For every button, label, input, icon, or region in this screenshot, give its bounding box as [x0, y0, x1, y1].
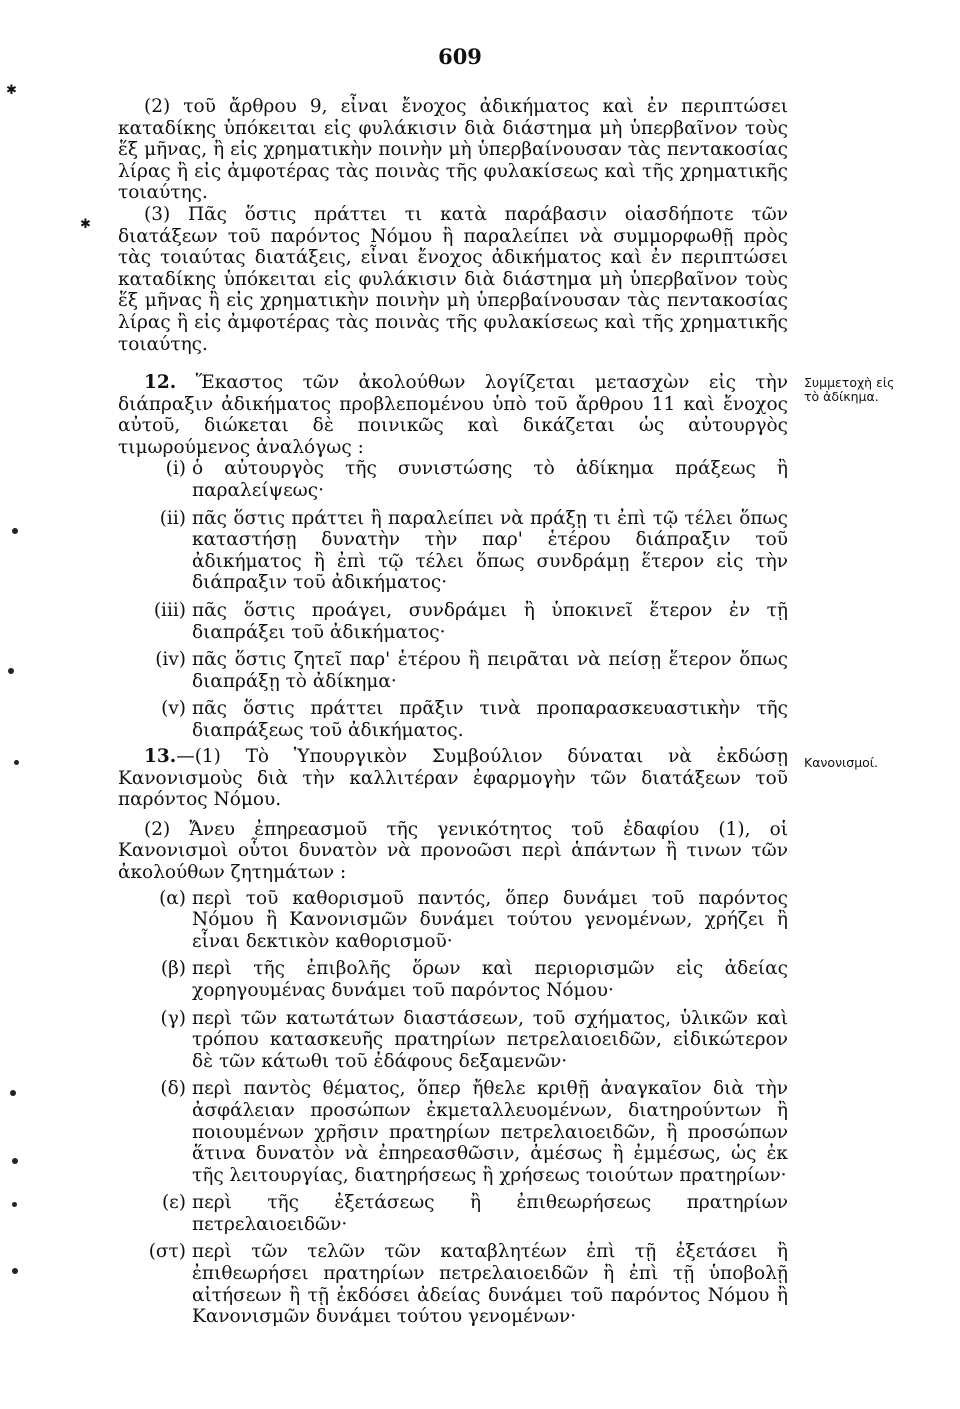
section-13 [118, 746, 788, 1328]
item-label: (γ) [160, 1007, 186, 1029]
item-text: πᾶς ὅστις πράττει ἢ παραλείπει νὰ πράξῃ τι ἐπὶ τῷ τέλει ὅπως καταστήσῃ δυνατὴν τὴν παρ' ἑτέρου διάπραξιν τοῦ ἀδικήματος ἢ ἐπὶ τῷ τέλει ὅπως συνδράμῃ ἕτερον εἰς τὴν διάπραξιν τοῦ ἀδικήματος· [192, 507, 788, 594]
item-label: (i) [165, 458, 186, 480]
section-13-paragraph-2: (2) Ἄνευ ἐπηρεασμοῦ τῆς γενικότητος τοῦ ἐδαφίου (1), οἱ Κανονισμοὶ οὗτοι δυνατὸν νὰ προνοῶσι περὶ ἁπάντων ἢ τινων τῶν ἀκολούθων ζητημάτων : [118, 818, 788, 883]
section-12-intro-text: Ἕκαστος τῶν ἀκολούθων λογίζεται μετασχὼν εἰς τὴν διάπραξιν ἀδικήματος προβλεπομένου ὑπὸ τοῦ ἄρθρου 11 καὶ ἔνοχος αὐτοῦ, διώκεται δὲ ποινικῶς καὶ δικάζεται ὡς αὐτουργὸς τιμωρούμενος ἀναλόγως : [118, 372, 788, 458]
list-item [118, 649, 788, 692]
list-item [118, 698, 788, 741]
item-text: περὶ τῶν κατωτάτων διαστάσεων, τοῦ σχήματος, ὑλικῶν καὶ τρόπου κατασκευῆς πρατηρίων πετρελαιοειδῶν, εἰδικώτερον δὲ τῶν κάτωθι τοῦ ἐδάφους δεξαμενῶν· [192, 1007, 788, 1072]
item-text: περὶ τῆς ἐπιβολῆς ὅρων καὶ περιορισμῶν εἰς ἀδείας χορηγουμένας δυνάμει τοῦ παρόντος Νόμου· [192, 958, 788, 1001]
item-label: (β) [160, 958, 186, 980]
margin-mark-icon: ✱ [6, 83, 17, 98]
section-13-number: 13. [144, 746, 177, 767]
item-label: (iv) [155, 649, 186, 671]
item-label: (iii) [153, 599, 186, 621]
section-11-continuation [118, 96, 788, 355]
list-item [118, 1008, 788, 1073]
item-label: (α) [159, 887, 186, 909]
margin-mark-icon: ✱ [80, 217, 91, 232]
page-number: 609 [438, 44, 482, 69]
section-12-intro [118, 372, 788, 458]
item-text: περὶ παντὸς θέματος, ὅπερ ἤθελε κριθῇ ἀναγκαῖον διὰ τὴν ἀσφάλειαν προσώπων ἐκμεταλλευομένων, διατηρούντων ἢ ποιουμένων χρῆσιν πρατηρίων πετρελαιοειδῶν, ἢ προσώπων ἅτινα δυνατὸν νὰ ἐπηρεασθῶσιν, ἀμέσως ἢ ἐμμέσως, ὡς ἐκ τῆς λειτουργίας, διατηρήσεως ἢ χρήσεως τοιούτων πρατηρίων· [192, 1078, 788, 1186]
section-13-p1-text: —(1) Τὸ Ὑπουργικὸν Συμβούλιον δύναται νὰ ἐκδώσῃ Κανονισμοὺς διὰ τὴν καλλιτέραν ἐφαρμογὴν τῶν διατάξεων τοῦ παρόντος Νόμου. [118, 746, 788, 811]
section-12 [118, 372, 788, 742]
list-item [118, 508, 788, 594]
item-label: (ii) [159, 507, 186, 529]
margin-dot-icon [10, 1090, 16, 1096]
item-text: περὶ τῶν τελῶν τῶν καταβλητέων ἐπὶ τῇ ἐξετάσει ἢ ἐπιθεωρήσει πρατηρίων πετρελαιοειδῶν ἢ ἐπὶ τῇ ὑποβολῇ αἰτήσεων ἢ τῇ ἐκδόσει ἀδείας δυνάμει τοῦ παρόντος Νόμου ἢ Κανονισμῶν δυνάμει τούτου γενομένων· [192, 1241, 788, 1328]
margin-dot-icon [12, 1202, 17, 1207]
item-text: περὶ τῆς ἐξετάσεως ἢ ἐπιθεωρήσεως πρατηρίων πετρελαιοειδῶν· [192, 1192, 788, 1235]
section-12-number: 12. [144, 372, 177, 393]
list-item [118, 1192, 788, 1235]
item-label: (δ) [160, 1078, 186, 1100]
margin-dot-icon [12, 1158, 18, 1164]
margin-note-section-13: Κανονισμοί. [804, 755, 879, 770]
margin-note-section-12: Συμμετοχὴ εἰς τὸ ἀδίκημα. [804, 375, 895, 404]
list-item [118, 600, 788, 643]
paragraph-3: (3) Πᾶς ὅστις πράττει τι κατὰ παράβασιν οἱασδήποτε τῶν διατάξεων τοῦ παρόντος Νόμου ἢ παραλείπει νὰ συμμορφωθῇ πρὸς τὰς τοιαύτας διατάξεις, εἶναι ἔνοχος ἀδικήματος καὶ ἐν περιπτώσει καταδίκης ὑπόκειται εἰς φυλάκισιν διὰ διάστημα μὴ ὑπερβαῖνον τοὺς ἕξ μῆνας ἢ εἰς χρηματικὴν ποινὴν μὴ ὑπερβαίνουσαν τὰς πεντακοσίας λίρας ἢ εἰς ἀμφοτέρας τὰς ποινὰς τῆς φυλακίσεως καὶ τῆς χρηματικῆς τοιαύτης. [118, 203, 788, 355]
margin-dot-icon [12, 1268, 18, 1274]
list-item [118, 958, 788, 1001]
section-13-paragraph-1 [118, 746, 788, 811]
list-item [118, 1078, 788, 1186]
item-text: ὁ αὐτουργὸς τῆς συνιστώσης τὸ ἀδίκημα πράξεως ἢ παραλείψεως· [192, 458, 788, 501]
item-text: πᾶς ὅστις πράττει πρᾶξιν τινὰ προπαρασκευαστικὴν τῆς διαπράξεως τοῦ ἀδικήματος. [192, 698, 788, 741]
item-text: πᾶς ὅστις ζητεῖ παρ' ἑτέρου ἢ πειρᾶται νὰ πείσῃ ἕτερον ὅπως διαπράξῃ τὸ ἀδίκημα· [192, 649, 788, 692]
margin-dot-icon [14, 760, 19, 765]
list-item [118, 1241, 788, 1327]
paragraph-2: (2) τοῦ ἄρθρου 9, εἶναι ἔνοχος ἀδικήματος καὶ ἐν περιπτώσει καταδίκης ὑπόκειται εἰς φυλάκισιν διὰ διάστημα μὴ ὑπερβαῖνον τοὺς ἕξ μῆνας, ἢ εἰς χρηματικὴν ποινὴν μὴ ὑπερβαίνουσαν τὰς πεντακοσίας λίρας ἢ εἰς ἀμφοτέρας τὰς ποινὰς τῆς φυλακίσεως καὶ τῆς χρηματικῆς τοιαύτης. [118, 96, 788, 204]
item-label: (στ) [148, 1241, 186, 1263]
item-label: (ε) [161, 1192, 186, 1214]
item-label: (v) [161, 698, 186, 720]
item-text: περὶ τοῦ καθορισμοῦ παντός, ὅπερ δυνάμει τοῦ παρόντος Νόμου ἢ Κανονισμῶν δυνάμει τούτου γενομένων, χρήζει ἢ εἶναι δεκτικὸν καθορισμοῦ· [192, 887, 788, 952]
margin-dot-icon [8, 668, 14, 674]
list-item [118, 458, 788, 501]
item-text: πᾶς ὅστις προάγει, συνδράμει ἢ ὑποκινεῖ ἕτερον ἐν τῇ διαπράξει τοῦ ἀδικήματος· [192, 599, 788, 643]
margin-dot-icon [12, 528, 18, 534]
list-item [118, 888, 788, 953]
